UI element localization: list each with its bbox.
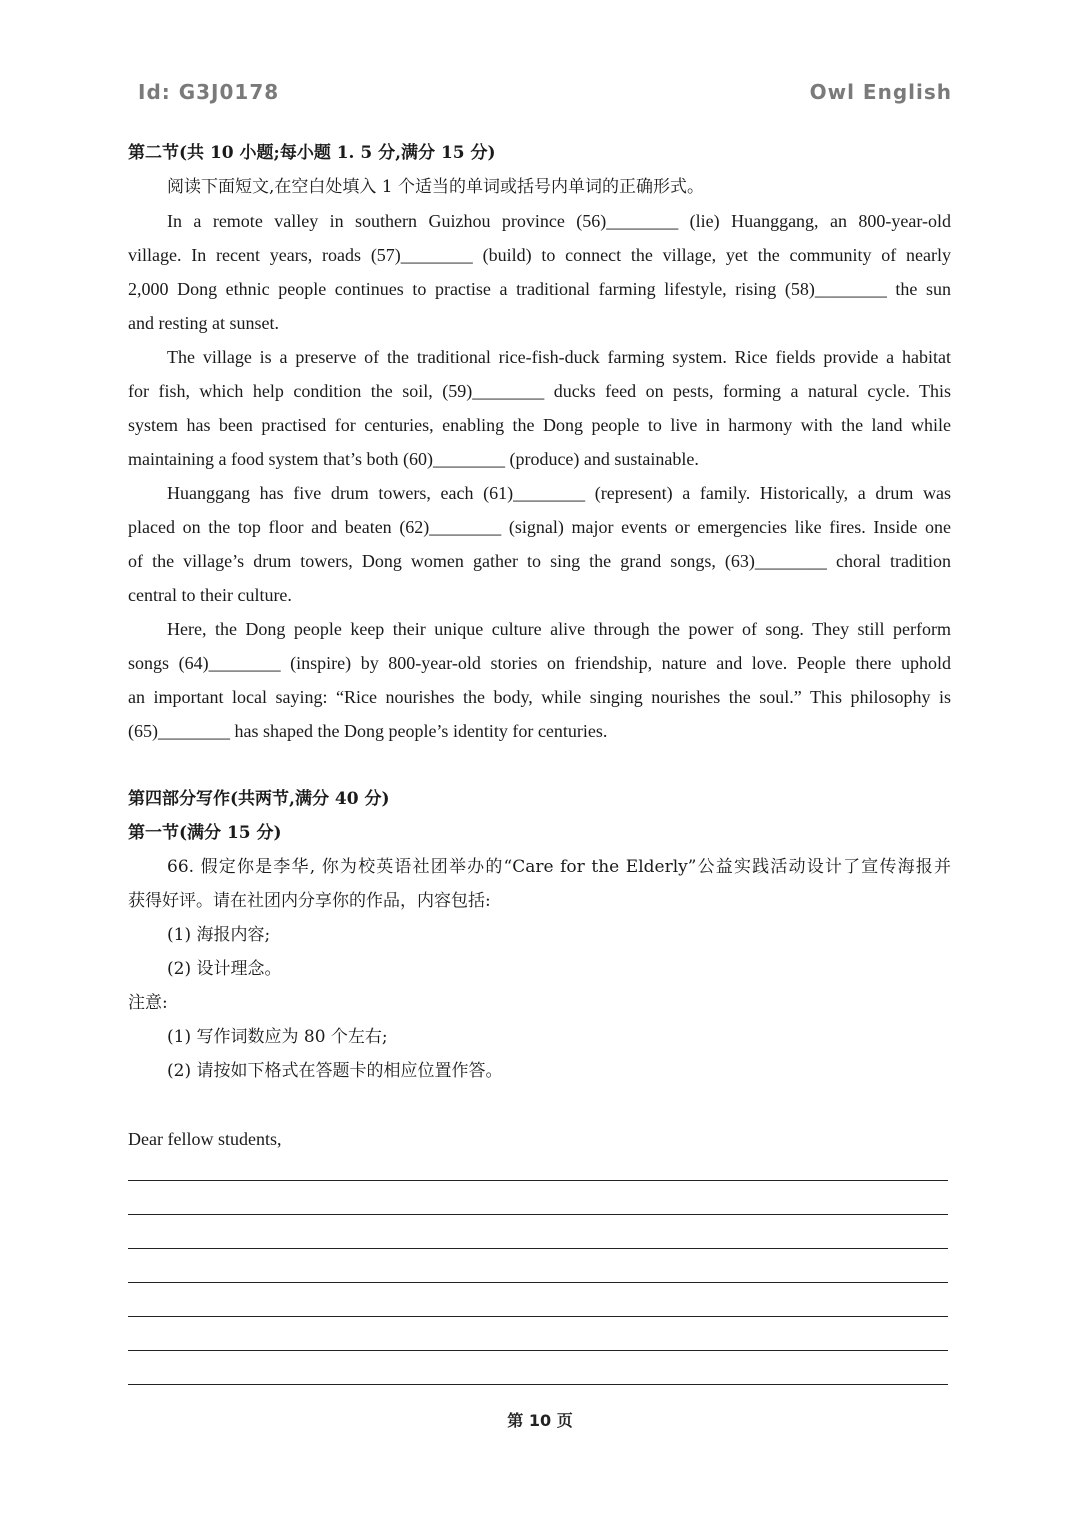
brand-name: Owl English: [809, 80, 952, 104]
task-line: 66. 假定你是李华, 你为校英语社团举办的“Care for the Elderly”公益实践活动设计了宣传海报并: [167, 857, 951, 877]
spacer: [128, 748, 951, 782]
passage-line: of the village’s drum towers, Dong women gather to sing the grand songs, (63)________ choral tradition: [128, 551, 951, 571]
writing-line[interactable]: [128, 1214, 948, 1215]
document-id: Id: G3J0178: [138, 80, 280, 104]
passage-line: (65)________ has shaped the Dong people’s identity for centuries.: [128, 721, 608, 741]
writing-line[interactable]: [128, 1248, 948, 1249]
writing-line[interactable]: [128, 1180, 948, 1181]
task-line: 获得好评。请在社团内分享你的作品，内容包括:: [128, 891, 491, 911]
passage-line: maintaining a food system that’s both (60)________ (produce) and sustainable.: [128, 449, 699, 469]
passage-line: and resting at sunset.: [128, 313, 279, 333]
section-instruction: 阅读下面短文,在空白处填入 1 个适当的单词或括号内单词的正确形式。: [167, 177, 705, 197]
passage-line: 2,000 Dong ethnic people continues to practise a traditional farming lifestyle, rising (58)________ the sun: [128, 279, 951, 299]
task-item: (1) 海报内容;: [167, 925, 271, 945]
passage-line: an important local saying: “Rice nourishes the body, while singing nourishes the soul.” This philosophy is: [128, 687, 951, 707]
writing-line[interactable]: [128, 1282, 948, 1283]
passage-line: system has been practised for centuries, enabling the Dong people to live in harmony with the land while: [128, 415, 951, 435]
part-title: 第四部分写作(共两节,满分 40 分): [128, 789, 390, 809]
passage-line: In a remote valley in southern Guizhou province (56)________ (lie) Huanggang, an 800-year-old: [167, 211, 951, 231]
writing-line[interactable]: [128, 1350, 948, 1351]
passage-line: village. In recent years, roads (57)________ (build) to connect the village, yet the community of nearly: [128, 245, 951, 265]
passage-line: Huanggang has five drum towers, each (61)________ (represent) a family. Historically, a drum was: [167, 483, 951, 503]
passage-line: songs (64)________ (inspire) by 800-year-old stories on friendship, nature and love. People there uphold: [128, 653, 951, 673]
page-content: [128, 136, 951, 1156]
note-item: (2) 请按如下格式在答题卡的相应位置作答。: [167, 1061, 503, 1081]
task-item: (2) 设计理念。: [167, 959, 282, 979]
letter-salutation: Dear fellow students,: [128, 1129, 282, 1149]
writing-line[interactable]: [128, 1384, 948, 1385]
notes-label: 注意:: [128, 993, 168, 1013]
passage-line: for fish, which help condition the soil, (59)________ ducks feed on pests, forming a natural cycle. This: [128, 381, 951, 401]
spacer: [128, 1088, 951, 1122]
passage-line: Here, the Dong people keep their unique culture alive through the power of song. They still perform: [167, 619, 951, 639]
passage-line: placed on the top floor and beaten (62)________ (signal) major events or emergencies like fires. Inside one: [128, 517, 951, 537]
passage-line: central to their culture.: [128, 585, 292, 605]
passage-line: The village is a preserve of the traditional rice-fish-duck farming system. Rice fields provide a habitat: [167, 347, 951, 367]
note-item: (1) 写作词数应为 80 个左右;: [167, 1027, 388, 1047]
writing-line[interactable]: [128, 1316, 948, 1317]
section-title: 第一节(满分 15 分): [128, 823, 282, 843]
page-number: 第 10 页: [507, 1411, 573, 1430]
section-title: 第二节(共 10 小题;每小题 1. 5 分,满分 15 分): [128, 143, 496, 163]
